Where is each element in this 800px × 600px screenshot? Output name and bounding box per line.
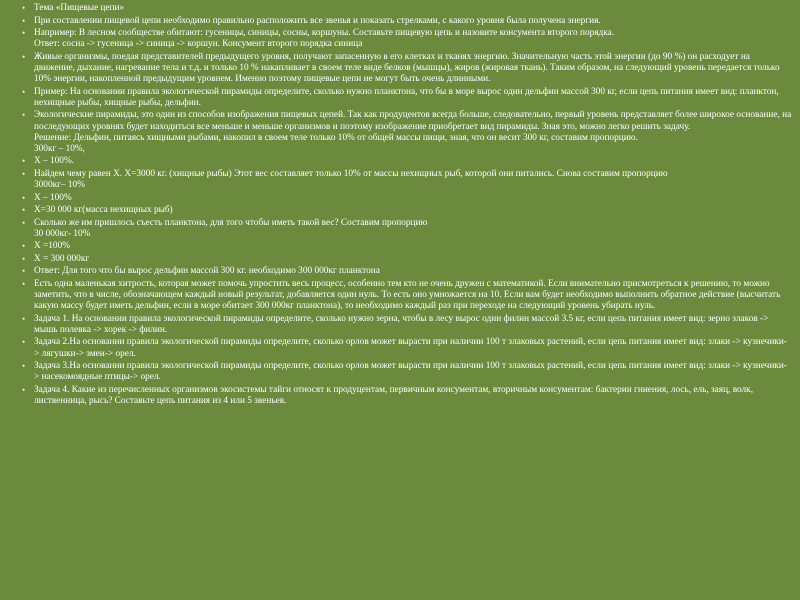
list-item: [22, 385, 792, 407]
item-text-line: • Пример: На основании правила экологической пирамиды определите, сколько нужно планктона, что бы в море вырос один дельфин массой 300 кг, если цепь питания имеет вид: планктон, нехищные рыбы, хищные рыбы, дельфин.: [34, 86, 782, 108]
item-text-line: 3000кг– 10%: [34, 180, 85, 191]
list-item: [22, 16, 792, 27]
list-item: [22, 266, 792, 277]
item-text-line: Ответ: сосна -> гусеница -> синица -> коршун. Консумент второго порядка синица: [34, 39, 363, 50]
item-text-line: • Х – 100%: [34, 192, 72, 203]
item-text-line: • Задача 2.На основании правила экологической пирамиды определите, сколько орлов может вырасти при наличии 100 т злаковых растений, если цепь питания имеет вид: злаки -> кузнечики-> лягушки-> змеи-> орел.: [34, 337, 787, 359]
item-text-line: • Задача 4. Какие из перечисленных организмов экосистемы тайги относят к продуцентам, первичным консументам, вторичным консументам: бактерии гниения, лось, ель, заяц, волк, лиственница, рысь? Составьте цепь питания из 4 или 5 звеньев.: [34, 384, 756, 407]
item-text-line: • Задача 1. На основании правила экологической пирамиды определите, сколько нужно зерна, чтобы в лесу вырос один филин массой 3.5 кг, если цепь питания имеет вид: зерно злаков -> мышь полевка -> хорек -> филин.: [34, 313, 771, 335]
list-item: [22, 361, 792, 383]
item-text-line: • Х =100%: [34, 241, 70, 252]
item-text-line: • Например: В лесном сообществе обитают: гусеницы, синицы, сосны, коршуны. Составьте пищевую цепь и назовите консумента второго порядка.: [34, 28, 615, 38]
list-item: [22, 314, 792, 336]
item-text-line: • Экологические пирамиды, это один из способов изображения пищевых цепей. Так как продуцентов всегда больше, следовательно, первый уровень представляет более широкое основание, на последующих уровнях будет находиться все меньше и меньше организмов и поэтому изображение приобретает вид пирамиды. Зная это, можно легко решить задачу.: [34, 110, 794, 132]
list-item: [22, 193, 792, 204]
list-item: [22, 156, 792, 167]
list-item: [22, 218, 792, 240]
item-text-line: • Есть одна маленькая хитрость, которая может помочь упростить весь процесс, особенно тем кто не очень дружен с математикой. Если внимательно присмотреться к решению, то можно заметить, что в числе, обозначающем каждый новый результат, добавляется один нуль. То есть оно умножается на 10. Если вам будет необходимо выполнить обратное действие (высчитать какую массу будет иметь дельфин, если в море обитает 300 000кг планктона), то необходимо каждый раз при переходе на следующий уровень убирать нуль.: [34, 278, 783, 312]
item-text-line: Решение: Дельфин, питаясь хищными рыбами, накопил в своем теле только 10% от общей массы пищи, зная, что он весит 300 кг, составим пропорцию.: [34, 132, 638, 143]
bullet-list: [22, 3, 792, 409]
list-item: [22, 28, 792, 50]
list-item: [22, 3, 792, 14]
item-text-line: • Задача 3.На основании правила экологической пирамиды определите, сколько орлов может вырасти при наличии 100 т злаковых растений, если цепь питания имеет вид: злаки -> кузнечики-> насекомоядные птицы-> орел.: [34, 361, 787, 383]
item-text-line: • Х – 100%.: [34, 156, 75, 167]
list-item: [22, 254, 792, 265]
item-text-line: 300кг – 10%,: [34, 143, 85, 154]
list-item: [22, 52, 792, 86]
item-text-line: • Ответ: Для того что бы вырос дельфин массой 300 кг. необходимо 300 000кг планктона: [34, 266, 380, 277]
item-text-line: • Живые организмы, поедая представителей предыдущего уровня, получают запасенную в его клетках и тканях энергию. Значительную часть этой энергии (до 90 %) он расходует на движение, дыхание, нагревание тела и т.д. и только 10 % накапливает в своем теле виде белков (мышцы), жиров (жировая ткань). Таким образом, на следующий уровень передается только 10% энергии, накопленной предыдущим уровнем. Именно поэтому пищевые цепи не могут быть очень длинными.: [34, 51, 782, 85]
item-text-line: • При составлении пищевой цепи необходимо правильно расположить все звенья и показать стрелками, с какого уровня была получена энергия.: [34, 15, 601, 26]
list-item: [22, 279, 792, 313]
item-text-line: • Х=30 000 кг(масса нехищных рыб): [34, 205, 173, 216]
list-item: [22, 241, 792, 252]
item-text-line: 30 000кг- 10%: [34, 228, 91, 239]
item-text-line: • Сколько же им пришлось съесть планктона, для того чтобы иметь такой вес? Составим пропорцию: [34, 217, 428, 228]
list-item: [22, 110, 792, 155]
list-item: [22, 87, 792, 109]
list-item: [22, 169, 792, 191]
list-item: [22, 337, 792, 359]
list-item: [22, 205, 792, 216]
item-text-line: • Х = 300 000кг: [34, 253, 90, 264]
item-text-line: • Тема «Пищевые цепи»: [34, 3, 125, 13]
item-text-line: • Найдем чему равен Х. Х=3000 кг. (хищные рыбы) Этот вес составляет только 10% от массы нехищных рыб, которой они питались. Снова составим пропорцию: [34, 168, 668, 179]
